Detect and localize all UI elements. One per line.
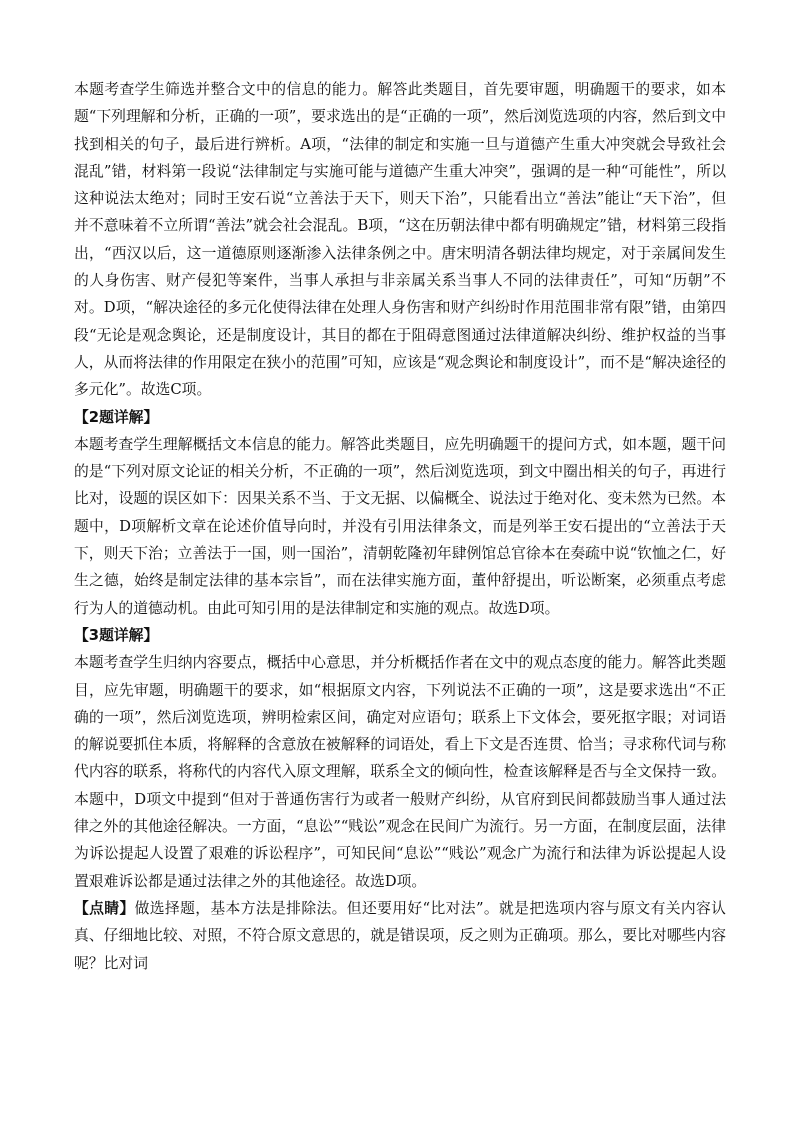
document-page [74,76,726,977]
paragraph-answer-1: 本题考查学生筛选并整合文中的信息的能力。解答此类题目，首先要审题，明确题干的要求，如本题“下列理解和分析，正确的一项”，要求选出的是“正确的一项”，然后浏览选项的内容，然后到文中找到相关的句子，最后进行辨析。A项，“法律的制定和实施一旦与道德产生重大冲突就会导致社会混乱”错，材料第一段说“法律制定与实施可能与道德产生重大冲突”，强调的是一种“可能性”，所以这种说法太绝对；同时王安石说“立善法于天下，则天下治”，只能看出立“善法”能让“天下治”，但并不意味着不立所谓“善法”就会社会混乱。B项，“这在历朝法律中都有明确规定”错，材料第三段指出，“西汉以后，这一道德原则逐渐渗入法律条例之中。唐宋明清各朝法律均规定，对于亲属间发生的人身伤害、财产侵犯等案件，当事人承担与非亲属关系当事人不同的法律责任”，可知“历朝”不对。D项，“解决途径的多元化使得法律在处理人身伤害和财产纠纷时作用范围非常有限”错，由第四段“无论是观念舆论，还是制度设计，其目的都在于阻碍意图通过法律道解决纠纷、维护权益的当事人，从而将法律的作用限定在狭小的范围”可知，应该是“观念舆论和制度设计”，而不是“解决途径的多元化”。故选C项。 [74,81,726,399]
paragraph-key-point [74,895,726,977]
key-point-label: 【点睛】 [74,899,135,917]
heading-question-3: 【3题详解】 [74,626,159,644]
paragraph-answer-3: 本题考查学生归纳内容要点，概括中心意思，并分析概括作者在文中的观点态度的能力。解答此类题目，应先审题，明确题干的要求，如“根据原文内容，下列说法不正确的一项”，这是要求选出“不正确的一项”，然后浏览选项，辨明检索区间，确定对应语句；联系上下文体会，要死抠字眼；对词语的解说要抓住本质，将解释的含意放在被解释的词语处，看上下文是否连贯、恰当；寻求称代词与称代内容的联系，将称代的内容代入原文理解，联系全文的倾向性，检查该解释是否与全文保持一致。本题中，D项文中提到“但对于普通伤害行为或者一般财产纠纷，从官府到民间都鼓励当事人通过法律之外的其他途径解决。一方面，“息讼”“贱讼”观念在民间广为流行。另一方面，在制度层面，法律为诉讼提起人设置了艰难的诉讼程序”，可知民间“息讼”“贱讼”观念广为流行和法律为诉讼提起人设置艰难诉讼都是通过法律之外的其他途径。故选D项。 [74,654,726,890]
key-point-text: 做选择题，基本方法是排除法。但还要用好“比对法”。就是把选项内容与原文有关内容认真、仔细地比较、对照，不符合原文意思的，就是错误项，反之则为正确项。那么，要比对哪些内容呢？比对词 [74,899,726,972]
paragraph-answer-2: 本题考查学生理解概括文本信息的能力。解答此类题目，应先明确题干的提问方式，如本题，题干问的是“下列对原文论证的相关分析，不正确的一项”，然后浏览选项，到文中圈出相关的句子，再进行比对，设题的误区如下：因果关系不当、于文无据、以偏概全、说法过于绝对化、变未然为已然。本题中，D项解析文章在论述价值导向时，并没有引用法律条文，而是列举王安石提出的“立善法于天下，则天下治；立善法于一国，则一国治”，清朝乾隆初年肆例馆总官徐本在奏疏中说“钦恤之仁，好生之德，始终是制定法律的基本宗旨”，而在法律实施方面，董仲舒提出，听讼断案，必须重点考虑行为人的道德动机。由此可知引用的是法律制定和实施的观点。故选D项。 [74,435,726,617]
heading-question-2: 【2题详解】 [74,408,159,426]
